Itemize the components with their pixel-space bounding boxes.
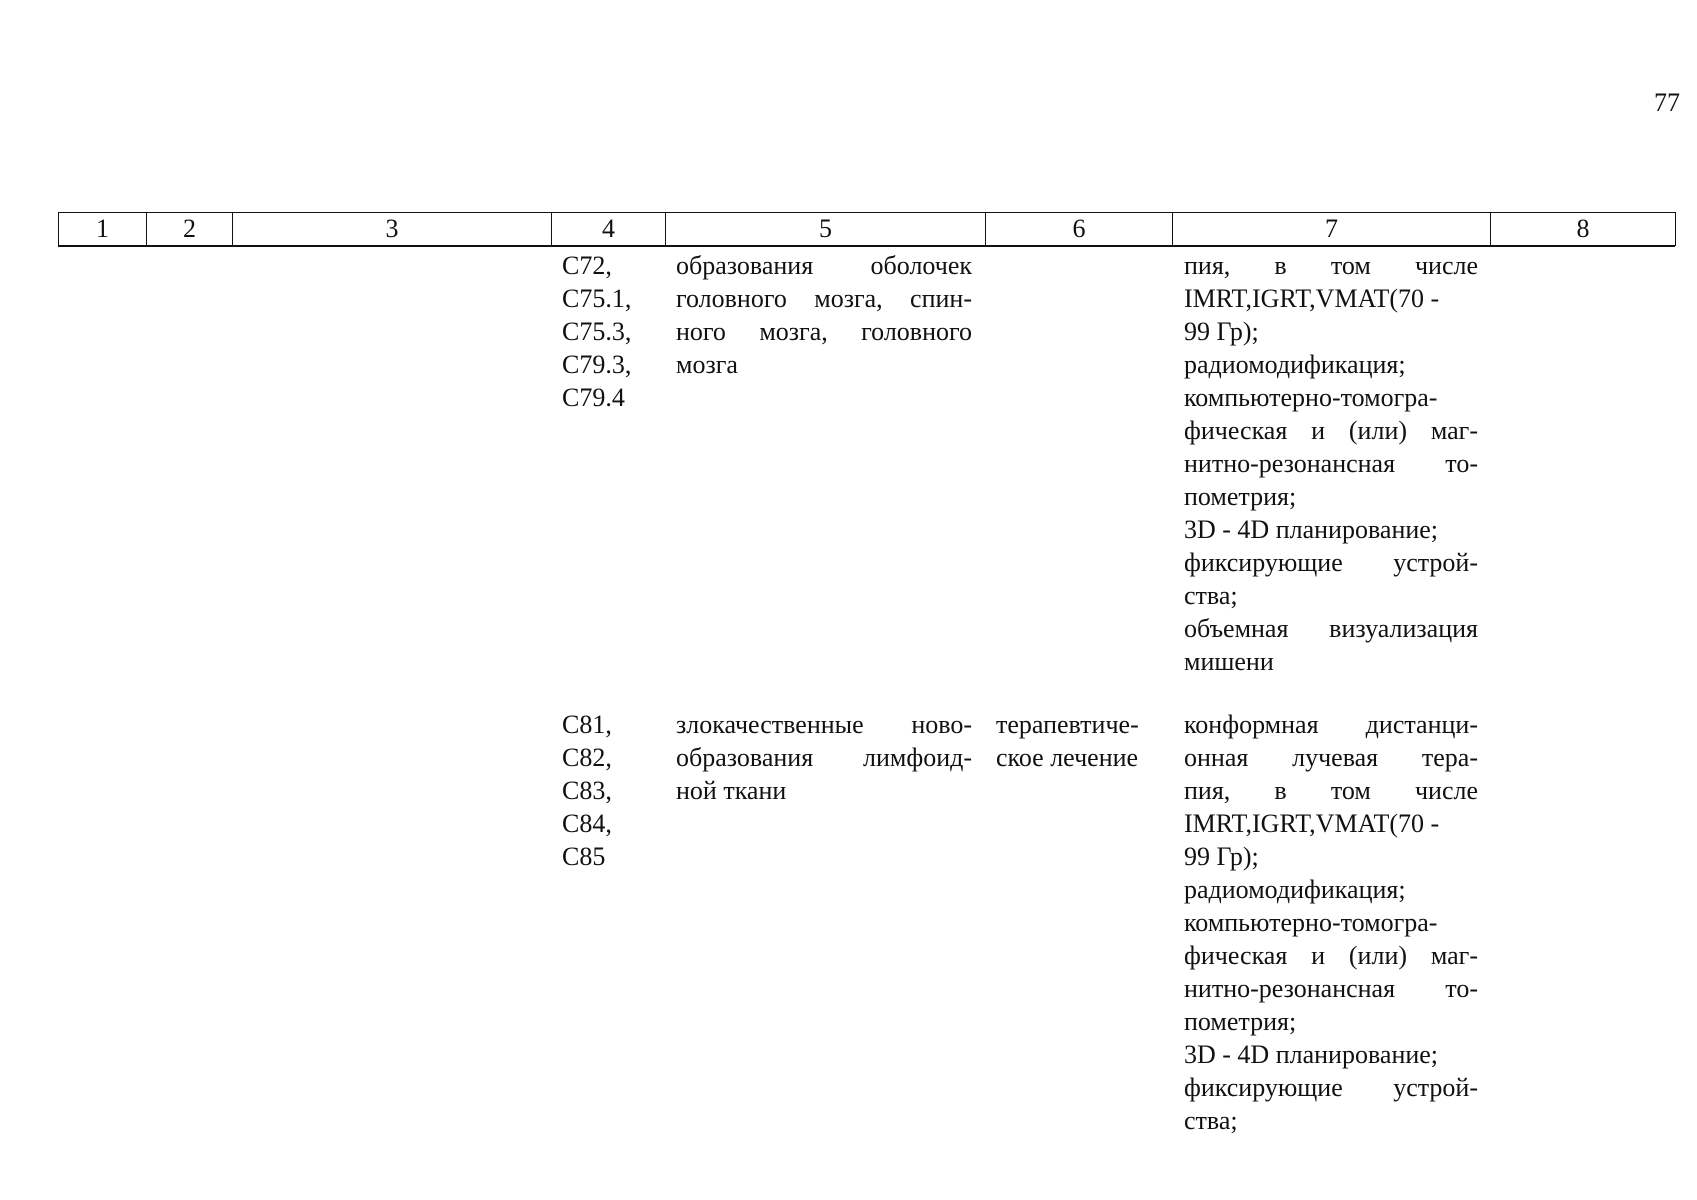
- code-line: C75.3,: [562, 317, 632, 346]
- column-number-7: 7: [1173, 213, 1491, 246]
- code-line: C79.3,: [562, 350, 632, 379]
- method-line: пия, в том числе: [1184, 776, 1478, 805]
- row-1-diagnosis: [676, 249, 972, 381]
- method-line: компьютерно-томогра-: [1184, 908, 1438, 937]
- method-line: фическая и (или) маг-: [1184, 416, 1478, 445]
- method-line: компьютерно-томогра-: [1184, 383, 1438, 412]
- method-line: пия, в том числе: [1184, 251, 1478, 280]
- method-line: 3D - 4D планирование;: [1184, 515, 1439, 544]
- method-line: нитно-резонансная то-: [1184, 449, 1478, 478]
- diagnosis-line: злокачественные ново-: [676, 710, 972, 739]
- method-line: мишени: [1184, 647, 1274, 676]
- method-line: конформная дистанци-: [1184, 710, 1478, 739]
- code-line: C85: [562, 842, 606, 871]
- method-line: IMRT,IGRT,VMAT(70 -: [1184, 809, 1440, 838]
- column-number-4: 4: [552, 213, 666, 246]
- method-line: пометрия;: [1184, 482, 1297, 511]
- method-line: 99 Гр);: [1184, 317, 1259, 346]
- row-1-codes: [562, 249, 666, 414]
- method-line: пометрия;: [1184, 1007, 1297, 1036]
- code-line: C83,: [562, 776, 612, 805]
- row-2-diagnosis: [676, 708, 972, 807]
- method-line: радиомодификация;: [1184, 875, 1406, 904]
- method-line: ства;: [1184, 581, 1238, 610]
- page-number: 77: [1654, 88, 1680, 117]
- method-line: 99 Гр);: [1184, 842, 1259, 871]
- row-2-codes: [562, 708, 666, 873]
- row-2-methods: [1184, 708, 1478, 1137]
- treatment-type-line: терапевтиче-: [996, 710, 1139, 739]
- column-number-3: 3: [233, 213, 552, 246]
- method-line: объемная визуализация: [1184, 614, 1478, 643]
- row-2-treatment-type: [996, 708, 1158, 774]
- column-number-5: 5: [666, 213, 986, 246]
- column-number-1: 1: [59, 213, 147, 246]
- method-line: онная лучевая тера-: [1184, 743, 1478, 772]
- column-number-6: 6: [986, 213, 1173, 246]
- diagnosis-line: ной ткани: [676, 776, 787, 805]
- code-line: C72,: [562, 251, 612, 280]
- diagnosis-line: головного мозга, спин-: [676, 284, 972, 313]
- code-line: C84,: [562, 809, 612, 838]
- method-line: фическая и (или) маг-: [1184, 941, 1478, 970]
- diagnosis-line: образования оболочек: [676, 251, 972, 280]
- row-1-methods: [1184, 249, 1478, 678]
- header-bottom-rule: [58, 246, 1675, 247]
- diagnosis-line: ного мозга, головного: [676, 317, 972, 346]
- method-line: нитно-резонансная то-: [1184, 974, 1478, 1003]
- method-line: фиксирующие устрой-: [1184, 1073, 1478, 1102]
- method-line: 3D - 4D планирование;: [1184, 1040, 1439, 1069]
- column-header-table: [58, 212, 1676, 246]
- method-line: IMRT,IGRT,VMAT(70 -: [1184, 284, 1440, 313]
- treatment-type-line: ское лечение: [996, 743, 1139, 772]
- method-line: радиомодификация;: [1184, 350, 1406, 379]
- diagnosis-line: образования лимфоид-: [676, 743, 972, 772]
- column-number-2: 2: [147, 213, 233, 246]
- diagnosis-line: мозга: [676, 350, 738, 379]
- code-line: C79.4: [562, 383, 625, 412]
- code-line: C82,: [562, 743, 612, 772]
- column-number-8: 8: [1491, 213, 1676, 246]
- code-line: C81,: [562, 710, 612, 739]
- code-line: C75.1,: [562, 284, 632, 313]
- method-line: фиксирующие устрой-: [1184, 548, 1478, 577]
- column-header-row: [59, 213, 1676, 246]
- method-line: ства;: [1184, 1106, 1238, 1135]
